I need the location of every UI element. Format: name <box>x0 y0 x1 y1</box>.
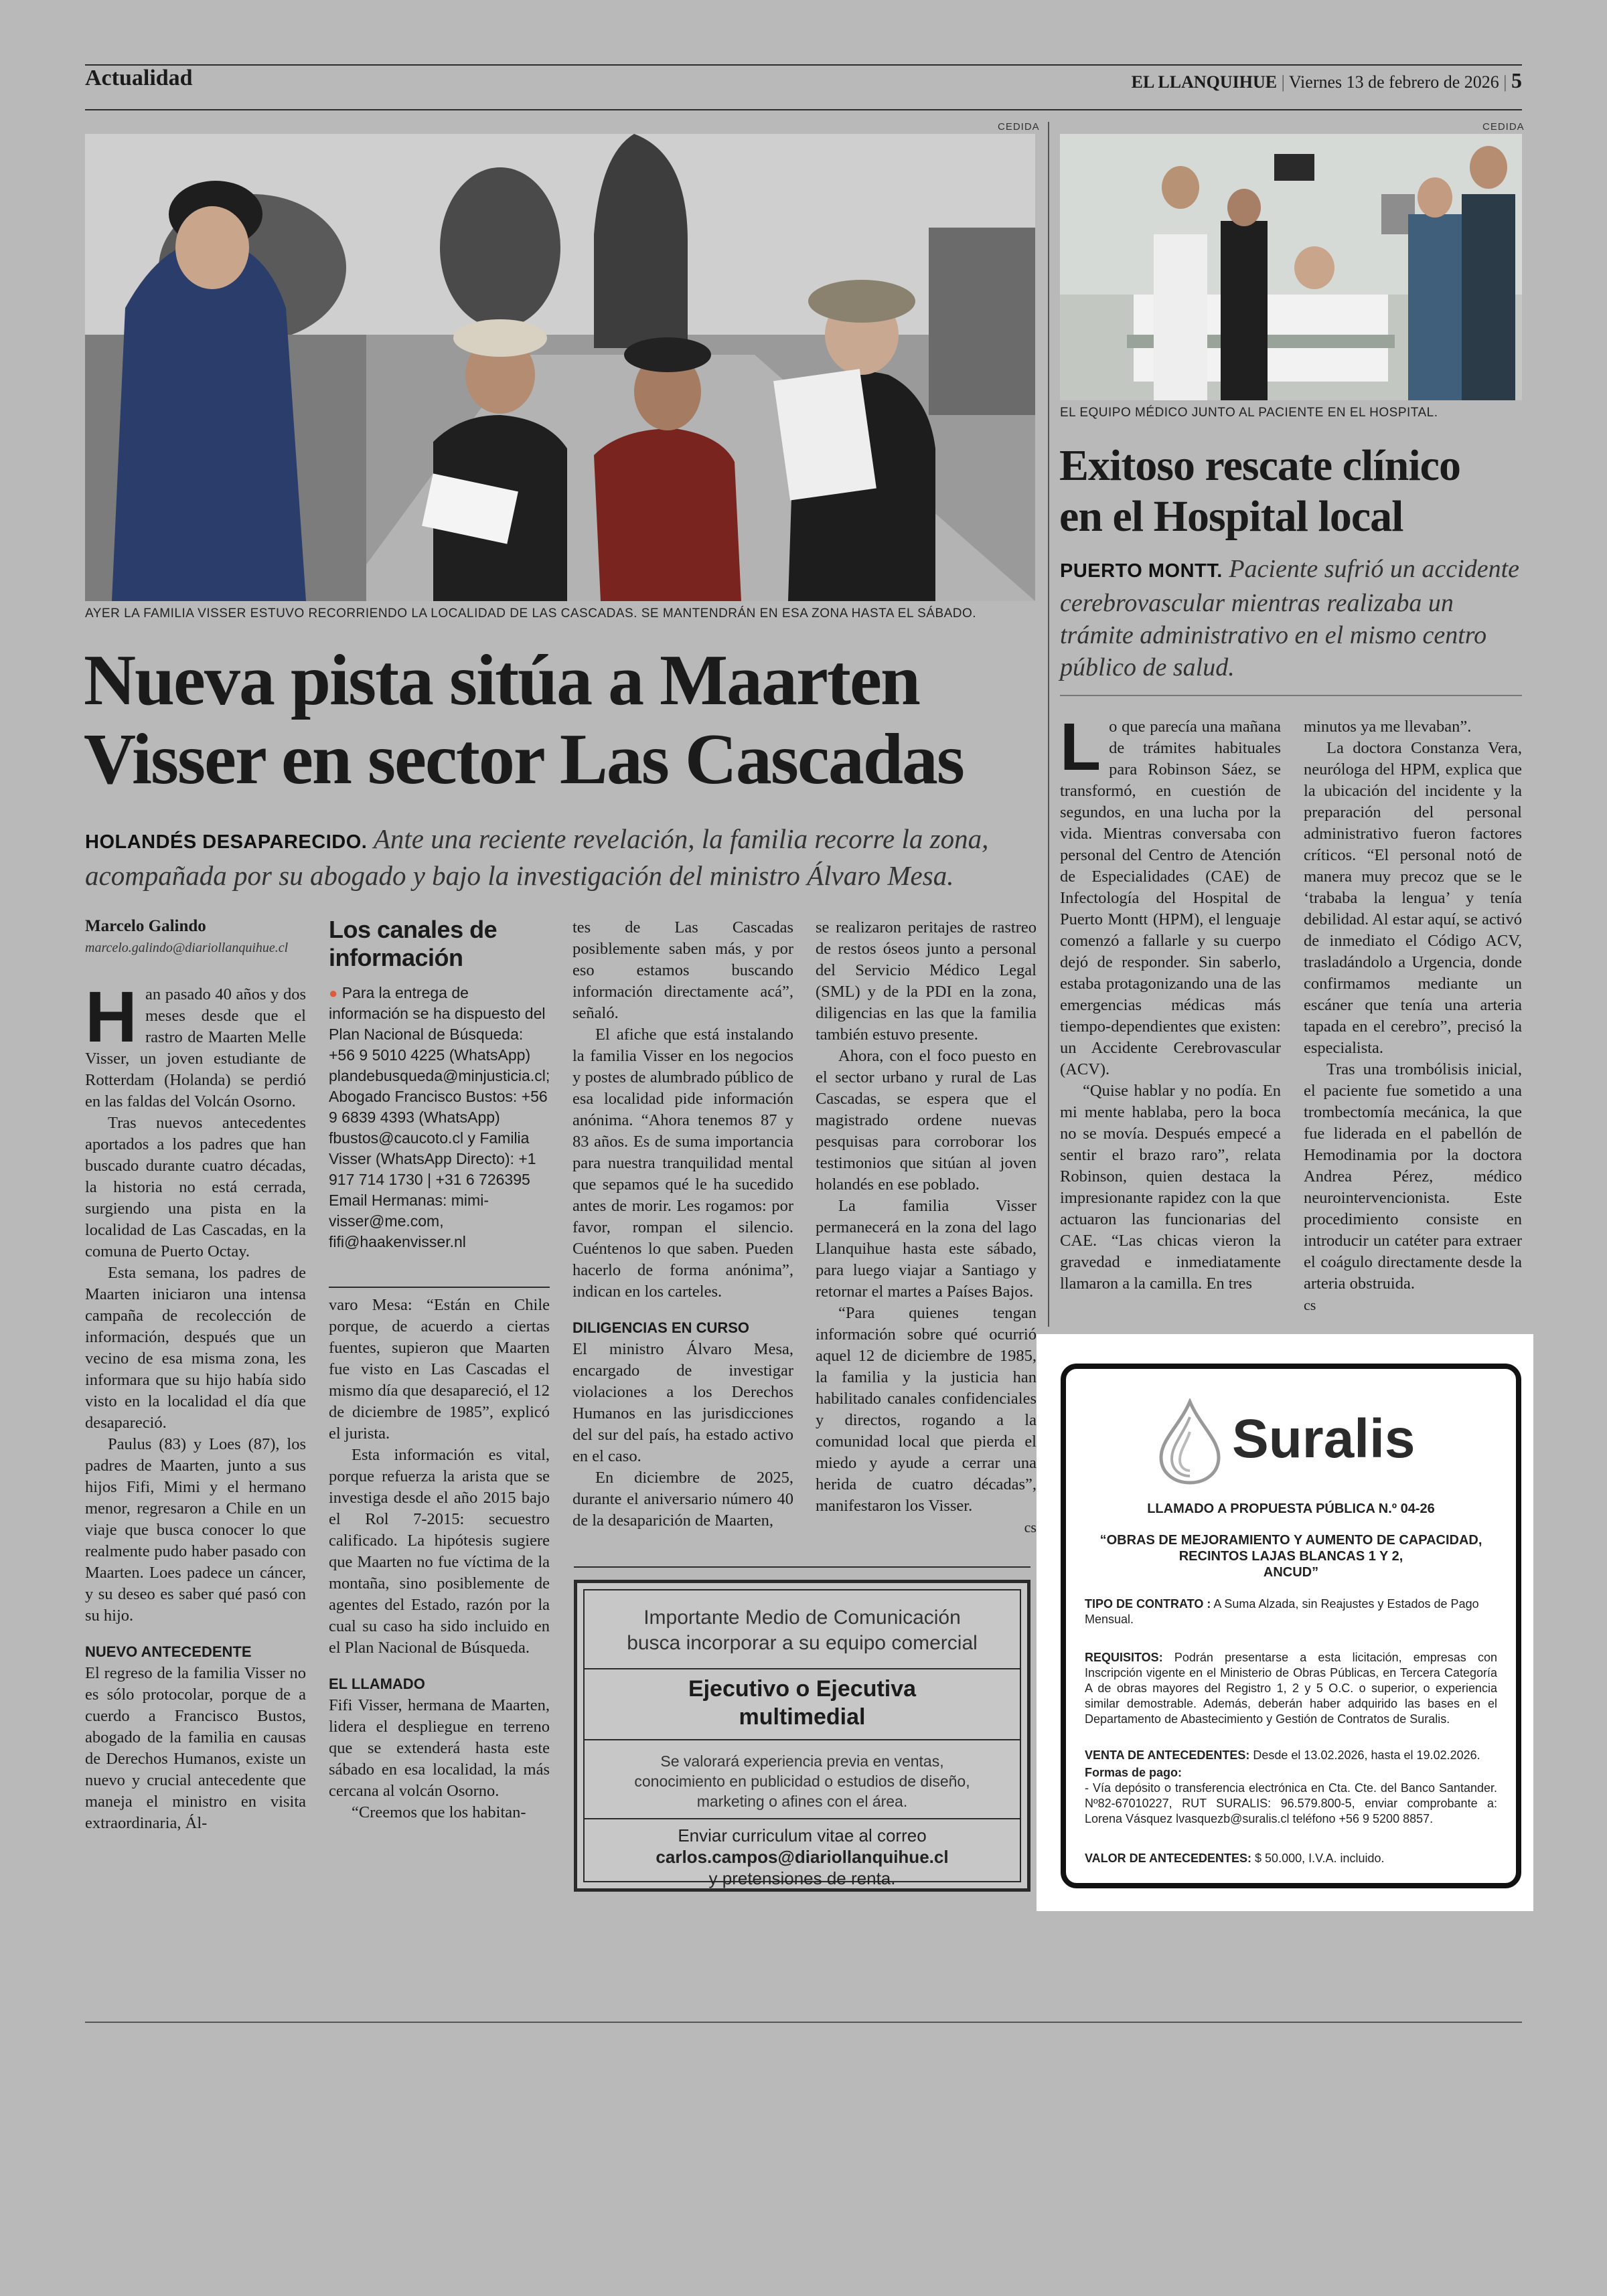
paragraph: Paulus (83) y Loes (87), los padres de Maarten, junto a sus hijos Fifi, Mimi y el hermano menor, regresaron a Chile en un viaje que busca conocer lo que realmente pudo haber pasado con Maarten. Loes padece un cáncer, y su deseo es saber qué pasó con su hijo. <box>85 1435 306 1625</box>
paragraph: “Para quienes tengan información sobre qué ocurrió aquel 12 de diciembre de 1985, la familia y la justicia han habilitado canales confidenciales y directos, rogando a la comunidad local que pierda el miedo y ayude a cerrar una herida de cuatro décadas”, manifestaron los Visser. <box>816 1304 1037 1515</box>
section-title: Actualidad <box>85 66 193 90</box>
photo-credit: CEDIDA <box>998 121 1040 133</box>
main-kicker: HOLANDÉS DESAPARECIDO. <box>85 831 368 853</box>
job-position-line2: multimedial <box>739 1704 866 1730</box>
side-dek-rule <box>1060 695 1522 696</box>
paragraph: o que parecía una mañana de trámites habituales para Robinson Sáez, se transformó, en cuestión de segundos, en una lucha por la vida. Mientras conversaba con personal del Centro de Atención de Especialidades (CAE) de Infectología del Hospital de Puerto Montt (HPM), el lenguaje comenzó a fallarle y su cuerpo dejó de responder. Sin saberlo, estaba protagonizando una de las emergencias médicas más tiempo-dependientes que existen: un Accidente Cerebrovascular (ACV). <box>1060 718 1281 1078</box>
tender-contract <box>1085 1596 1497 1627</box>
paragraph: Ahora, con el foco puesto en el sector urbano y rural de Las Cascadas, se espera que el magistrado ordene nuevas pesquisas para corroborar los testimonios que sitúan al joven holandés en ese poblado. <box>816 1047 1037 1194</box>
newspaper-name: EL LLANQUIHUE <box>1131 72 1278 92</box>
paragraph: El afiche que está instalando la familia Visser en los negocios y postes de alumbrado público de esa localidad pide información anónima. “Ahora tenemos 87 y 83 años. Es de suma importancia para nuestra tranquilidad mental que sepamos qué le ha sucedido antes de morir. Les rogamos: por favor, rompan el silencio. Cuéntenos lo que saben. Pueden hacerlo de forma anónima”, indican en los carteles. <box>572 1026 793 1301</box>
author-name: Marcelo Galindo <box>85 917 206 935</box>
main-headline <box>84 641 964 799</box>
ad-top-rule <box>574 1566 1030 1568</box>
suralis-brand: Suralis <box>1232 1408 1415 1469</box>
tender-requirements <box>1085 1650 1497 1727</box>
bottom-rule <box>85 2022 1522 2023</box>
main-photo <box>85 134 1035 601</box>
job-position-line1: Ejecutivo o Ejecutiva <box>688 1676 917 1702</box>
side-end-mark: cs <box>1304 1297 1316 1313</box>
main-photo-caption: AYER LA FAMILIA VISSER ESTUVO RECORRIENDO LA LOCALIDAD DE LAS CASCADAS. SE MANTENDRÁN EN ESA ZONA HASTA EL SÁBADO. <box>85 606 977 621</box>
side-headline-line1: Exitoso rescate clínico <box>1059 441 1460 490</box>
subhead: NUEVO ANTECEDENTE <box>85 1643 252 1660</box>
payment-label: Formas de pago: <box>1085 1766 1182 1779</box>
tender-project-line3: ANCUD” <box>1263 1565 1319 1580</box>
side-column-1 <box>1060 710 1281 1295</box>
side-photo-caption: EL EQUIPO MÉDICO JUNTO AL PACIENTE EN EL HOSPITAL. <box>1060 406 1438 420</box>
info-box-rule <box>329 1287 550 1288</box>
value-label: VALOR DE ANTECEDENTES: <box>1085 1852 1252 1865</box>
job-ad <box>574 1580 1030 1892</box>
suralis-ad <box>1037 1334 1533 1911</box>
contract-value: A Suma Alzada, sin Reajustes y Estados de Pago Mensual. <box>1085 1597 1479 1626</box>
contract-label: TIPO DE CONTRATO : <box>1085 1597 1211 1611</box>
value-amount: $ 50.000, I.V.A. incluido. <box>1255 1852 1385 1865</box>
end-mark: cs <box>1024 1519 1037 1536</box>
column-divider <box>1048 122 1049 1327</box>
paragraph: La familia Visser permanecerá en la zona del lago Llanquihue hasta este sábado, para luego viajar a Santiago y retornar el martes a Países Bajos. <box>816 1197 1037 1301</box>
info-box <box>329 916 550 1252</box>
paragraph: Fifi Visser, hermana de Maarten, lidera el despliegue en terreno que se extenderá hasta este sábado en esa localidad, la más cercana al volcán Osorno. <box>329 1696 550 1800</box>
sale-value: Desde el 13.02.2026, hasta el 19.02.2026. <box>1253 1748 1480 1762</box>
job-req-line1: Se valorará experiencia previa en ventas, <box>660 1752 944 1770</box>
bullet-icon: ● <box>329 985 338 1001</box>
issue-date: Viernes 13 de febrero de 2026 <box>1288 72 1499 92</box>
tender-payment <box>1085 1765 1497 1827</box>
info-box-text: Para la entrega de información se ha dispuesto del Plan Nacional de Búsqueda: +56 9 5010 4225 (WhatsApp) plandebusqueda@minjusticia.cl; Abogado Francisco Bustos: +56 9 6839 4393 (WhatsApp) fbustos@caucoto.cl y Familia Visser (WhatsApp Directo): +1 917 714 1730 | +31 6 726395 Email Hermanas: mimi-visser@me.com, fifi@haakenvisser.nl <box>329 984 550 1250</box>
job-ad-line1: Importante Medio de Comunicación <box>643 1607 961 1629</box>
payment-value: - Vía depósito o transferencia electrónica en Cta. Cte. del Banco Santander. Nº82-67010227, RUT SURALIS: 96.579.800-5, enviar comprobante a: Lorena Vásquez lvasquezb@suralis.cl teléfono +56 9 5200 8857. <box>1085 1781 1497 1825</box>
main-column-2 <box>329 1295 550 1823</box>
job-send-line1: Enviar curriculum vitae al correo <box>678 1825 927 1846</box>
job-req-line3: marketing o afines con el área. <box>696 1793 908 1810</box>
tender-value <box>1085 1851 1497 1866</box>
paragraph: Tras una trombólisis inicial, el paciente fue sometido a una trombectomía mecánica, la que fue liderada en el pabellón de Hemodinamia por la doctora Andrea Pérez, médico neurointervencionista. Este procedimiento consiste en introducir un catéter para extraer el coágulo directamente desde la arteria obstruida. <box>1304 1060 1522 1293</box>
side-dek-text: Paciente sufrió un accidente cerebrovascular mientras realizaba un trámite administrativo en el mismo centro público de salud. <box>1060 555 1520 681</box>
paragraph: En diciembre de 2025, durante el aniversario número 40 de la desaparición de Maarten, <box>572 1469 793 1530</box>
side-headline-line2: en el Hospital local <box>1059 492 1403 541</box>
main-headline-line2: Visser en sector Las Cascadas <box>84 720 964 799</box>
side-headline <box>1059 440 1460 542</box>
job-send-line3: y pretensiones de renta. <box>708 1868 896 1888</box>
main-headline-line1: Nueva pista sitúa a Maarten <box>84 641 919 720</box>
tender-call: LLAMADO A PROPUESTA PÚBLICA N.º 04-26 <box>1147 1501 1435 1516</box>
job-req-line2: conocimiento en publicidad o estudios de diseño, <box>634 1773 970 1790</box>
paragraph: Tras nuevos antecedentes aportados a los padres que han buscado durante cuatro décadas, la historia no está cerrada, surgiendo una pista en la localidad de Las Cascadas, en la comuna de Puerto Octay. <box>85 1114 306 1260</box>
paragraph: Esta semana, los padres de Maarten iniciaron una intensa campaña de recolección de información, después que un vecino de esa misma zona, les informara que su hijo había sido visto en la localidad el día que desapareció. <box>85 1264 306 1432</box>
tender-project <box>1066 1532 1516 1580</box>
side-kicker: PUERTO MONTT. <box>1060 560 1223 582</box>
requirements-value: Podrán presentarse a esta licitación, empresas con Inscripción vigente en el Ministerio de Obras Públicas, en Tercera Categoría A de obras mayores del Registro 1, 2 y 5 O.C. o superior, o experiencia similar demostrable. Además, deberán haber adquirido las bases en el Departamento de Abastecimiento y Gestión de Contratos de Suralis. <box>1085 1651 1497 1726</box>
paragraph: an pasado 40 años y dos meses desde que el rastro de Maarten Melle Visser, un joven estudiante de Rotterdam (Holanda) se perdió en las faldas del Volcán Osorno. <box>85 985 306 1111</box>
tender-project-line2: RECINTOS LAJAS BLANCAS 1 Y 2, <box>1178 1549 1403 1564</box>
main-dek <box>85 822 1043 892</box>
drop-logo-icon <box>1153 1398 1227 1485</box>
paragraph: Esta información es vital, porque refuerza la arista que se investiga desde el año 2015 bajo el Rol 7-2015: secuestro calificado. La hipótesis sugiere que Maarten no fue víctima de la montaña, sino posiblemente de agentes del Estado, razón por la cual su caso ha sido incluido en el Plan Nacional de Búsqueda. <box>329 1446 550 1657</box>
side-photo <box>1060 134 1522 400</box>
paragraph: se realizaron peritajes de rastreo de restos óseos junto a personal del Servicio Médico Legal (SML) y de la PDI en la zona, diligencias en las que la familia también estuvo presente. <box>816 918 1037 1044</box>
job-send-email[interactable]: carlos.campos@diariollanquihue.cl <box>656 1847 949 1867</box>
subhead: EL LLAMADO <box>329 1675 425 1692</box>
side-drop-cap: L <box>1060 710 1101 785</box>
side-column-2 <box>1304 716 1522 1316</box>
sale-label: VENTA DE ANTECEDENTES: <box>1085 1748 1250 1762</box>
paragraph: tes de Las Cascadas posiblemente saben más, y por eso estamos buscando información directamente acá”, señaló. <box>572 918 793 1022</box>
main-column-4 <box>816 917 1037 1538</box>
tender-project-line1: “OBRAS DE MEJORAMIENTO Y AUMENTO DE CAPACIDAD, <box>1099 1533 1482 1548</box>
page-number: 5 <box>1511 68 1522 92</box>
paragraph: La doctora Constanza Vera, neuróloga del HPM, explica que la ubicación del incidente y la preparación del personal administrativo fueron factores críticos. “El personal notó de manera muy precoz que se le ‘trababa la lengua’ y tenía debilidad. Al estar aquí, se activó de inmediato el Código ACV, trasladándolo a Urgencia, donde confirmamos mediante un escáner que tenía una arteria tapada en el cerebro”, precisó la especialista. <box>1304 739 1522 1057</box>
paragraph: varo Mesa: “Están en Chile porque, de acuerdo a ciertas fuentes, supieron que Maarten fue visto en Las Cascadas el mismo día que desapareció, el 12 de diciembre de 1985”, explicó el jurista. <box>329 1296 550 1443</box>
paragraph: El ministro Álvaro Mesa, encargado de investigar violaciones a los Derechos Humanos en las jurisdicciones del sur del país, ha estado activo en el caso. <box>572 1340 793 1465</box>
paragraph: minutos ya me llevaban”. <box>1304 718 1472 736</box>
author-email: marcelo.galindo@diariollanquihue.cl <box>85 940 289 955</box>
paragraph: “Quise hablar y no podía. En mi mente hablaba, pero la boca no se movía. Después empecé a sentir el brazo raro”, relata Robinson, quien destaca la impresionante rapidez con la que actuaron las funcionarias del CAE. “Las chicas vieron la gravedad e inmediatamente llamaron a la camilla. En tres <box>1060 1082 1281 1293</box>
side-dek <box>1060 553 1529 683</box>
masthead: EL LLANQUIHUE | Viernes 13 de febrero de 2026 | 5 <box>1131 68 1522 92</box>
main-column-1 <box>85 916 306 1834</box>
main-dek-text: Ante una reciente revelación, la familia recorre la zona, acompañada por su abogado y bajo la investigación del ministro Álvaro Mesa. <box>85 823 989 891</box>
info-box-title: Los canales de información <box>329 916 498 971</box>
tender-sale <box>1085 1748 1497 1763</box>
top-rule <box>85 64 1522 66</box>
paragraph: “Creemos que los habitan- <box>352 1803 526 1821</box>
drop-cap: H <box>85 976 137 1057</box>
requirements-label: REQUISITOS: <box>1085 1651 1163 1664</box>
side-photo-credit: CEDIDA <box>1482 121 1525 133</box>
job-ad-line2: busca incorporar a su equipo comercial <box>627 1632 978 1654</box>
paragraph: El regreso de la familia Visser no es sólo protocolar, porque de a cuerdo a Francisco Bustos, abogado de la familia en causas de Derechos Humanos, existe un nuevo y crucial antecedente que maneja el ministro en visita extraordinaria, Ál- <box>85 1664 306 1832</box>
header-rule <box>85 109 1522 110</box>
subhead: DILIGENCIAS EN CURSO <box>572 1319 750 1336</box>
main-column-3 <box>572 917 793 1532</box>
